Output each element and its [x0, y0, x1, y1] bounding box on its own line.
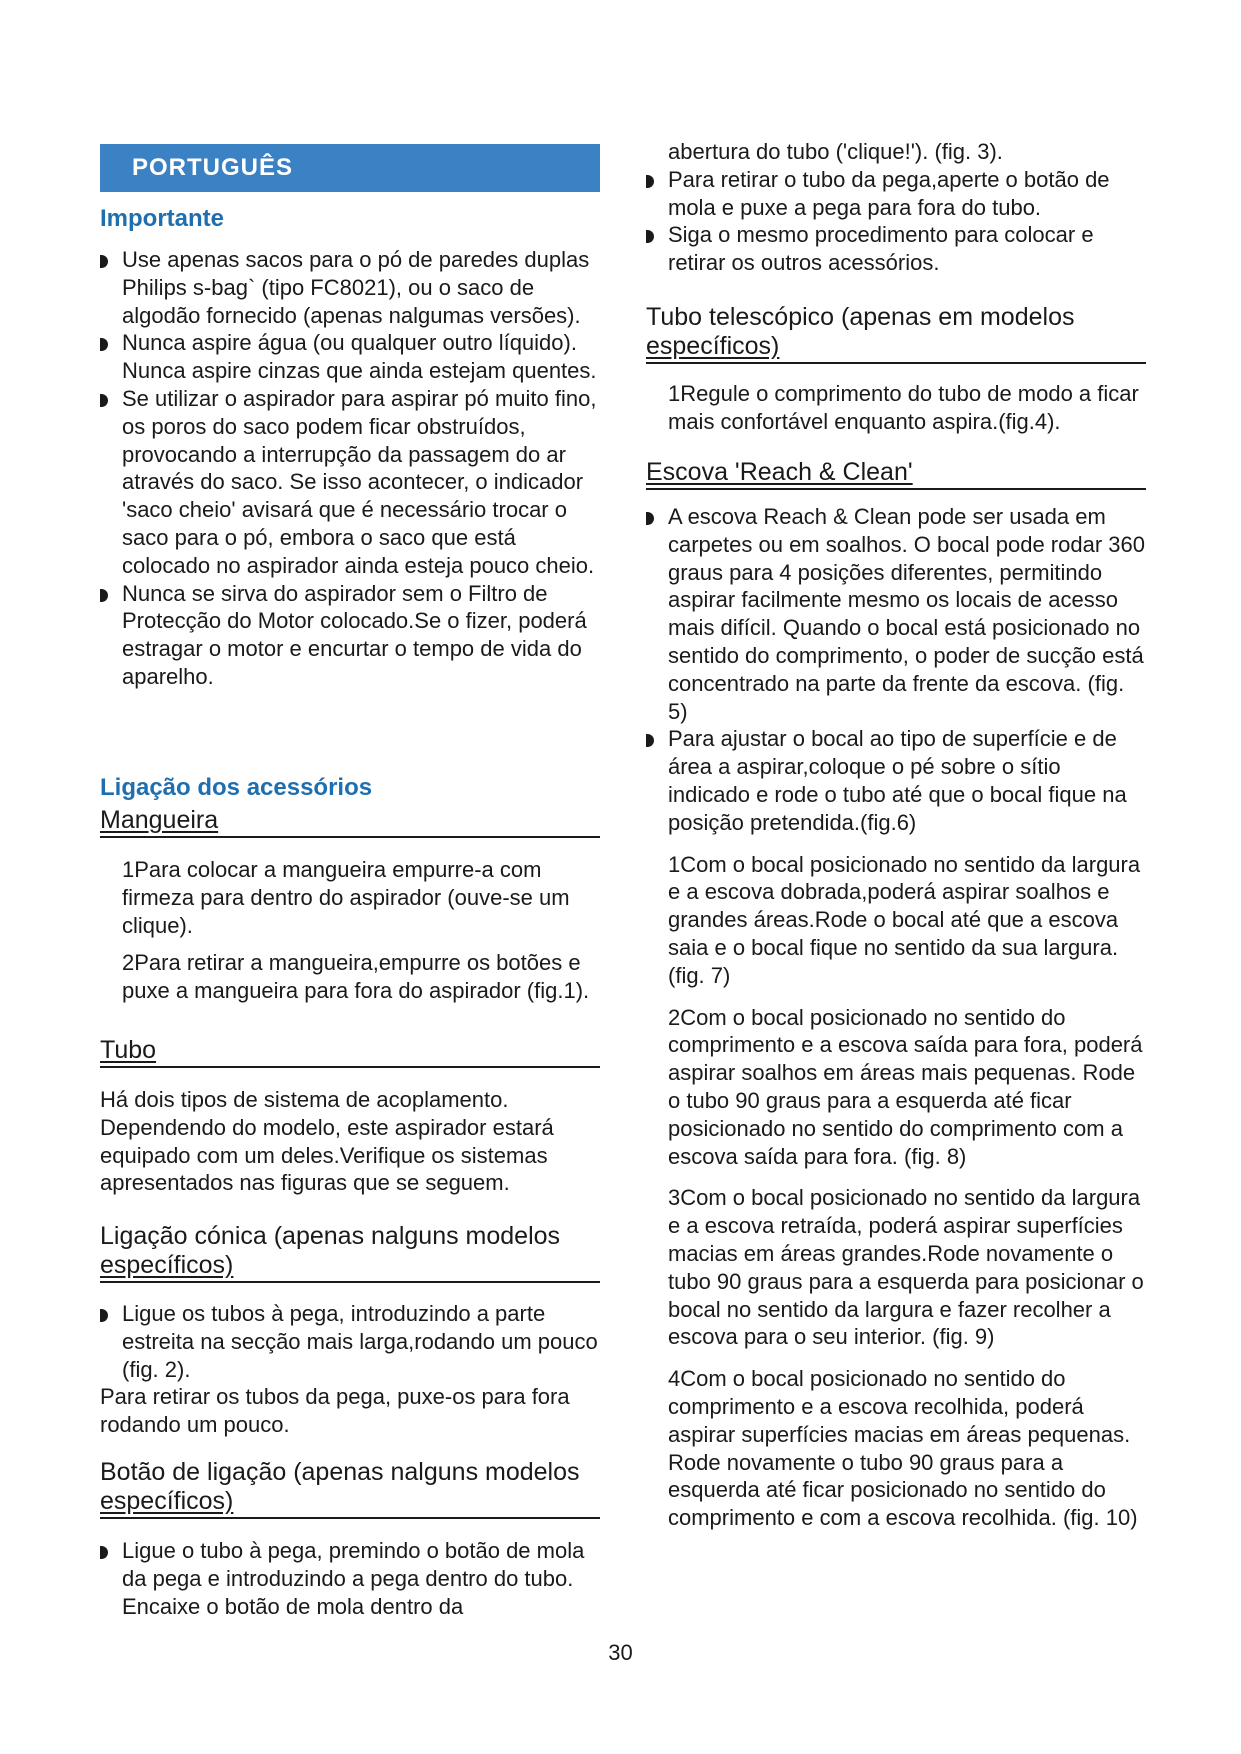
bullet-icon: [100, 1309, 108, 1322]
bullet-icon: [646, 230, 654, 243]
right-top-list: [646, 138, 1146, 277]
bullet-icon: [646, 734, 654, 747]
botao-content: [100, 1537, 605, 1620]
bullet-icon: [646, 512, 654, 525]
numbered-item: 1Regule o comprimento do tubo de modo a ficar mais confortável enquanto aspira.(fig.4).: [668, 381, 1139, 434]
bullet-icon: [100, 394, 108, 407]
bullet-icon: [100, 255, 108, 268]
page-number: 30: [608, 1640, 633, 1665]
conica-text: Para retirar os tubos da pega, puxe-os para fora rodando um pouco.: [100, 1384, 570, 1438]
numbered-item: 2Com o bocal posicionado no sentido do comprimento e a escova saída para fora, poderá aspirar soalhos em áreas mais pequenas. Rode o tubo 90 graus para a esquerda até ficar posicionado no sentido do comprimento com a escova saída para fora. (fig. 8): [668, 1004, 1143, 1169]
telescopico-steps: [646, 380, 1146, 436]
section-language-bar: [100, 144, 600, 192]
list-item: Se utilizar o aspirador para aspirar pó muito fino, os poros do saco podem ficar obstruídos, provocando a interrupção da passagem do ar através do saco. Se isso acontecer, o indicador 'saco cheio' avisará que é necessário trocar o saco para o pó, embora o saco que está colocado no aspirador ainda esteja pouco cheio.: [100, 385, 605, 580]
telescopico-title: Tubo telescópico (apenas em modelos específicos): [646, 303, 1146, 364]
numbered-item: 1Para colocar a mangueira empurre-a com firmeza para dentro do aspirador (ouve-se um clique).: [122, 857, 570, 938]
numbered-item: 3Com o bocal posicionado no sentido da largura e a escova retraída, poderá aspirar superfícies macias em áreas grandes.Rode novamente o tubo 90 graus para a esquerda para posicionar o bocal no sentido da largura e fazer recolher a escova para o seu interior. (fig. 9): [668, 1185, 1144, 1350]
numbered-item: 4Com o bocal posicionado no sentido do comprimento e a escova recolhida, poderá aspirar superfícies macias em áreas pequenas. Rode novamente o tubo 90 graus para a esquerda até ficar posicionado no sentido do comprimento e com a escova recolhida. (fig. 10): [668, 1366, 1138, 1531]
mangueira-steps: [100, 856, 605, 1005]
ligacao-heading: Ligação dos acessórios: [100, 774, 373, 801]
section-language-label: PORTUGUÊS: [132, 154, 294, 181]
importante-list: [100, 246, 605, 691]
list-item: Ligue os tubos à pega, introduzindo a parte estreita na secção mais larga,rodando um pouco (fig. 2).: [100, 1300, 600, 1383]
numbered-item: 2Para retirar a mangueira,empurre os botões e puxe a mangueira para fora do aspirador (fig.1).: [122, 950, 590, 1004]
bullet-icon: [646, 175, 654, 188]
escova-list: [646, 503, 1146, 1532]
list-item: A escova Reach & Clean pode ser usada em carpetes ou em soalhos. O bocal pode rodar 360 graus para 4 posições diferentes, permitindo aspirar facilmente mesmo os locais de acesso mais difícil. Quando o bocal está posicionado no sentido do comprimento, o poder de sucção está concentrado na parte da frente da escova. (fig. 5): [646, 503, 1146, 725]
list-item: Nunca aspire água (ou qualquer outro líquido). Nunca aspire cinzas que ainda estejam quentes.: [100, 329, 605, 385]
list-item: Use apenas sacos para o pó de paredes duplas Philips s-bag` (tipo FC8021), ou o saco de algodão fornecido (apenas nalgumas versões).: [100, 246, 605, 329]
numbered-item: 1Com o bocal posicionado no sentido da largura e a escova dobrada,poderá aspirar soalhos e grandes áreas.Rode o bocal até que a escova saia e o bocal fique no sentido da sua largura. (fig. 7): [668, 851, 1141, 988]
escova-title: Escova 'Reach & Clean': [646, 458, 1146, 490]
list-item: Para ajustar o bocal ao tipo de superfície e de área a aspirar,coloque o pé sobre o sítio indicado e rode o tubo até que o bocal fique na posição pretendida.(fig.6): [646, 725, 1146, 836]
importante-heading: Importante: [100, 205, 225, 232]
conica-content: [100, 1300, 600, 1439]
botao-title: Botão de ligação (apenas nalguns modelos específicos): [100, 1458, 600, 1519]
list-item: Para retirar o tubo da pega,aperte o botão de mola e puxe a pega para fora do tubo.: [646, 166, 1146, 222]
continued-text: abertura do tubo ('clique!'). (fig. 3).: [668, 139, 1003, 164]
bullet-icon: [100, 589, 108, 602]
tubo-text: Há dois tipos de sistema de acoplamento. Dependendo do modelo, este aspirador estará equipado com um deles.Verifique os sistemas apresentados nas figuras que se seguem.: [100, 1087, 554, 1196]
bullet-icon: [100, 338, 108, 351]
conica-title: Ligação cónica (apenas nalguns modelos específicos): [100, 1222, 600, 1283]
list-item: Siga o mesmo procedimento para colocar e retirar os outros acessórios.: [646, 221, 1146, 277]
list-item: Ligue o tubo à pega, premindo o botão de mola da pega e introduzindo a pega dentro do tubo. Encaixe o botão de mola dentro da: [100, 1537, 605, 1620]
mangueira-title: Mangueira: [100, 806, 600, 838]
tubo-title: Tubo: [100, 1036, 600, 1068]
list-item: Nunca se sirva do aspirador sem o Filtro de Protecção do Motor colocado.Se o fizer, poderá estragar o motor e encurtar o tempo de vida do aparelho.: [100, 580, 605, 691]
bullet-icon: [100, 1546, 108, 1559]
